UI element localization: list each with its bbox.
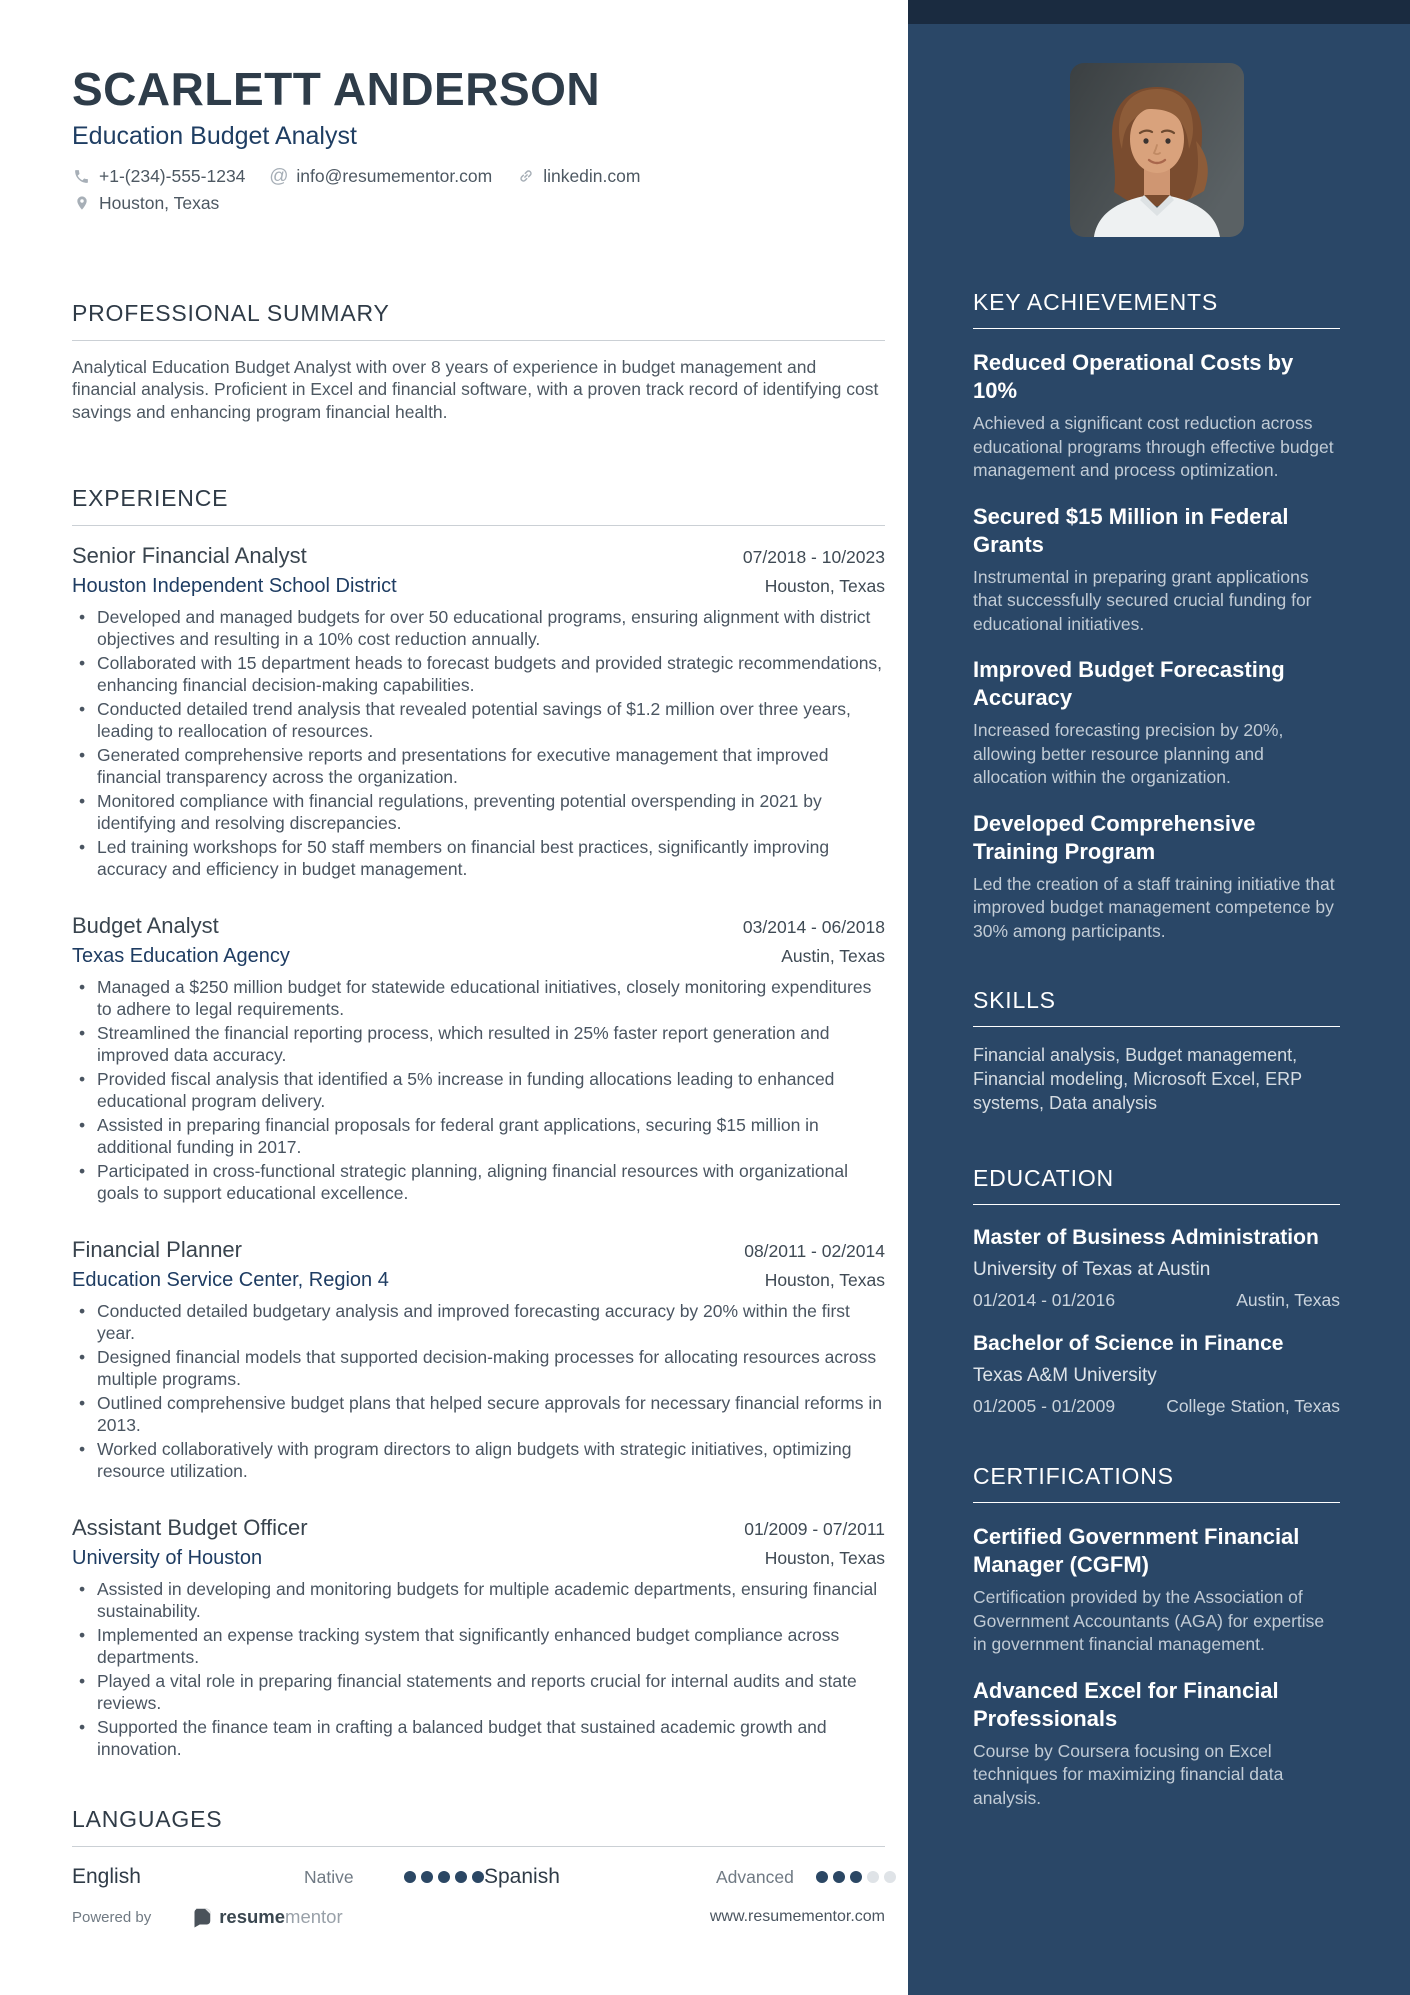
section-languages xyxy=(72,1806,885,1889)
job-location: Houston, Texas xyxy=(764,1270,885,1291)
achievements-heading: KEY ACHIEVEMENTS xyxy=(973,289,1340,329)
proficiency-dot xyxy=(438,1871,450,1883)
education-degree: Bachelor of Science in Finance xyxy=(973,1332,1284,1355)
certification-item xyxy=(973,1523,1340,1657)
language-level: Native xyxy=(304,1866,354,1887)
certification-text: Course by Coursera focusing on Excel techniques for maximizing financial data analysis. xyxy=(973,1740,1284,1808)
job-company: Education Service Center, Region 4 xyxy=(72,1269,389,1292)
job-bullet-list xyxy=(72,1579,885,1760)
proficiency-dot xyxy=(833,1871,845,1883)
job-location: Houston, Texas xyxy=(764,576,885,597)
education-location: College Station, Texas xyxy=(1166,1396,1340,1416)
job-location: Houston, Texas xyxy=(764,1548,885,1569)
job-bullet: • Played a vital role in preparing financial statements and reports crucial for internal audits and state reviews. xyxy=(72,1671,885,1714)
section-experience xyxy=(72,485,885,1760)
job-bullet: • Monitored compliance with financial regulations, preventing potential overspending in 2021 by identifying and resolving discrepancies. xyxy=(72,791,885,834)
job-bullet: • Participated in cross-functional strategic planning, aligning financial resources with organizational goals to support educational excellence. xyxy=(72,1161,885,1204)
job-list xyxy=(72,543,885,1760)
job-bullet: • Provided fiscal analysis that identified a 5% increase in funding allocations leading to enhanced educational program delivery. xyxy=(72,1069,885,1112)
education-dates: 01/2014 - 01/2016 xyxy=(973,1290,1116,1310)
email-at-icon: @ xyxy=(269,165,289,187)
logo-text-light: mentor xyxy=(285,1906,343,1927)
summary-heading: PROFESSIONAL SUMMARY xyxy=(72,300,885,341)
footer-website-link[interactable]: www.resumementor.com xyxy=(709,1908,885,1925)
job-dates: 08/2011 - 02/2014 xyxy=(744,1241,885,1262)
job-location: Austin, Texas xyxy=(781,946,885,967)
proficiency-dot xyxy=(421,1871,433,1883)
certification-title: Advanced Excel for Financial Professionals xyxy=(973,1677,1279,1731)
sidebar xyxy=(908,0,1410,1995)
section-certifications xyxy=(973,1463,1340,1810)
job-bullet: • Conducted detailed budgetary analysis and improved forecasting accuracy by 20% within the first year. xyxy=(72,1301,885,1344)
achievement-item xyxy=(973,349,1340,483)
achievement-text: Led the creation of a staff training initiative that improved budget management competence by 30% among participants. xyxy=(973,873,1335,941)
education-item xyxy=(973,1224,1340,1311)
education-dates: 01/2005 - 01/2009 xyxy=(973,1396,1116,1416)
language-level: Advanced xyxy=(716,1866,794,1887)
summary-text: Analytical Education Budget Analyst with over 8 years of experience in budget management and financial analysis. Proficient in Excel and financial software, with a proven track record of identifying cost savings and enhancing program financial health. xyxy=(72,356,879,422)
link-icon xyxy=(516,167,535,186)
language-item xyxy=(484,1865,896,1889)
language-item xyxy=(72,1865,484,1889)
phone-contact xyxy=(72,166,245,187)
education-item xyxy=(973,1330,1340,1417)
job-bullet: • Collaborated with 15 department heads to forecast budgets and provided strategic recommendations, enhancing financial decision-making capabilities. xyxy=(72,653,885,696)
job-bullet: • Led training workshops for 50 staff members on financial best practices, significantly improving accuracy and efficiency in budget management. xyxy=(72,837,885,880)
resumementor-logo-text xyxy=(219,1906,342,1928)
job-bullet: • Implemented an expense tracking system that significantly enhanced budget compliance across departments. xyxy=(72,1625,885,1668)
linkedin-contact[interactable] xyxy=(516,166,640,187)
job-dates: 07/2018 - 10/2023 xyxy=(742,547,885,568)
education-school: University of Texas at Austin xyxy=(973,1259,1211,1280)
phone-icon xyxy=(72,167,91,186)
logo-text-bold: resume xyxy=(219,1906,286,1927)
phone-number: +1-(234)-555-1234 xyxy=(99,165,246,186)
job-bullet: • Managed a $250 million budget for statewide educational initiatives, closely monitoring expenditures to adhere to legal requirements. xyxy=(72,977,885,1020)
job-title: Assistant Budget Officer xyxy=(72,1515,308,1541)
job-bullet: • Developed and managed budgets for over 50 educational programs, ensuring alignment with district objectives and resulting in a 10% cost reduction annually. xyxy=(72,607,885,650)
achievement-text: Achieved a significant cost reduction across educational programs through effective budget management and process optimization. xyxy=(973,413,1334,480)
proficiency-dot xyxy=(472,1871,484,1883)
linkedin-url[interactable]: linkedin.com xyxy=(543,165,641,186)
location-pin-icon xyxy=(72,194,91,213)
skills-text: Financial analysis, Budget management, Financial modeling, Microsoft Excel, ERP systems, Data analysis xyxy=(973,1045,1302,1113)
achievement-item xyxy=(973,503,1340,637)
resumementor-logo-icon xyxy=(191,1907,212,1928)
language-proficiency-dots xyxy=(816,1871,896,1883)
job-entry xyxy=(72,1237,885,1482)
achievement-title: Developed Comprehensive Training Program xyxy=(973,810,1256,864)
language-list xyxy=(72,1865,885,1889)
footer xyxy=(72,1906,885,1928)
candidate-title: Education Budget Analyst xyxy=(72,121,357,150)
job-dates: 01/2009 - 07/2011 xyxy=(744,1519,885,1540)
achievement-title: Improved Budget Forecasting Accuracy xyxy=(973,657,1285,710)
proficiency-dot xyxy=(867,1871,879,1883)
job-entry xyxy=(72,1515,885,1760)
achievement-item xyxy=(973,656,1340,790)
contact-info xyxy=(72,166,885,214)
job-entry xyxy=(72,543,885,880)
certification-item xyxy=(973,1677,1340,1811)
job-title: Financial Planner xyxy=(72,1237,242,1263)
job-bullet: • Worked collaboratively with program directors to align budgets with strategic initiatives, optimizing resource utilization. xyxy=(72,1439,885,1482)
job-bullet: • Conducted detailed trend analysis that revealed potential savings of $1.2 million over three years, leading to reallocation of resources. xyxy=(72,699,885,742)
achievement-list xyxy=(973,349,1340,943)
location-contact xyxy=(72,193,219,214)
section-professional-summary xyxy=(72,300,885,424)
job-company: University of Houston xyxy=(72,1547,263,1570)
proficiency-dot xyxy=(884,1871,896,1883)
job-dates: 03/2014 - 06/2018 xyxy=(742,917,885,938)
job-bullet: • Assisted in preparing financial proposals for federal grant applications, securing $15 million in additional funding in 2017. xyxy=(72,1115,885,1158)
section-skills xyxy=(973,987,1340,1115)
job-bullet: • Designed financial models that supported decision-making processes for allocating resources across multiple programs. xyxy=(72,1347,885,1390)
education-degree: Master of Business Administration xyxy=(973,1226,1319,1249)
job-bullet: • Streamlined the financial reporting process, which resulted in 25% faster report generation and improved data accuracy. xyxy=(72,1023,885,1066)
education-list xyxy=(973,1224,1340,1417)
job-title: Senior Financial Analyst xyxy=(72,543,307,569)
achievement-text: Increased forecasting precision by 20%, allowing better resource planning and allocation within the organization. xyxy=(973,720,1284,787)
language-name: Spanish xyxy=(484,1865,560,1889)
achievement-text: Instrumental in preparing grant applications that successfully secured crucial funding for educational initiatives. xyxy=(973,566,1312,634)
skills-heading: SKILLS xyxy=(973,987,1340,1027)
certifications-heading: CERTIFICATIONS xyxy=(973,1463,1340,1503)
job-title: Budget Analyst xyxy=(72,913,219,939)
resumementor-logo[interactable] xyxy=(191,1906,342,1928)
achievement-title: Reduced Operational Costs by 10% xyxy=(973,350,1294,403)
job-bullet-list xyxy=(72,1301,885,1482)
profile-photo xyxy=(1070,63,1244,237)
proficiency-dot xyxy=(404,1871,416,1883)
certification-list xyxy=(973,1523,1340,1810)
language-name: English xyxy=(72,1865,141,1889)
email-contact[interactable] xyxy=(269,166,492,187)
job-bullet: • Outlined comprehensive budget plans that helped secure approvals for necessary financial reforms in 2013. xyxy=(72,1393,885,1436)
proficiency-dot xyxy=(455,1871,467,1883)
powered-by-label: Powered by xyxy=(72,1908,152,1926)
education-heading: EDUCATION xyxy=(973,1165,1340,1205)
candidate-name: SCARLETT ANDERSON xyxy=(72,63,601,115)
job-company: Houston Independent School District xyxy=(72,575,397,598)
location-text: Houston, Texas xyxy=(99,192,220,213)
section-key-achievements xyxy=(973,289,1340,943)
job-bullet: • Assisted in developing and monitoring budgets for multiple academic departments, ensuring financial sustainability. xyxy=(72,1579,885,1622)
section-education xyxy=(973,1165,1340,1417)
job-bullet: • Generated comprehensive reports and presentations for executive management that improved financial transparency across the organization. xyxy=(72,745,885,788)
proficiency-dot xyxy=(850,1871,862,1883)
language-proficiency-dots xyxy=(404,1871,484,1883)
job-company: Texas Education Agency xyxy=(72,945,290,968)
achievement-item xyxy=(973,810,1340,944)
education-school: Texas A&M University xyxy=(973,1365,1157,1386)
languages-heading: LANGUAGES xyxy=(72,1806,885,1847)
job-bullet-list xyxy=(72,977,885,1204)
experience-heading: EXPERIENCE xyxy=(72,485,885,526)
achievement-title: Secured $15 Million in Federal Grants xyxy=(973,503,1289,557)
education-location: Austin, Texas xyxy=(1236,1290,1340,1310)
proficiency-dot xyxy=(816,1871,828,1883)
job-entry xyxy=(72,913,885,1204)
job-bullet-list xyxy=(72,607,885,880)
certification-text: Certification provided by the Association of Government Accountants (AGA) for expertise in government financial management. xyxy=(973,1587,1325,1654)
email-address[interactable]: info@resumementor.com xyxy=(296,165,493,186)
job-bullet: • Supported the finance team in crafting a balanced budget that sustained academic growth and innovation. xyxy=(72,1717,885,1760)
certification-title: Certified Government Financial Manager (CGFM) xyxy=(973,1524,1300,1577)
